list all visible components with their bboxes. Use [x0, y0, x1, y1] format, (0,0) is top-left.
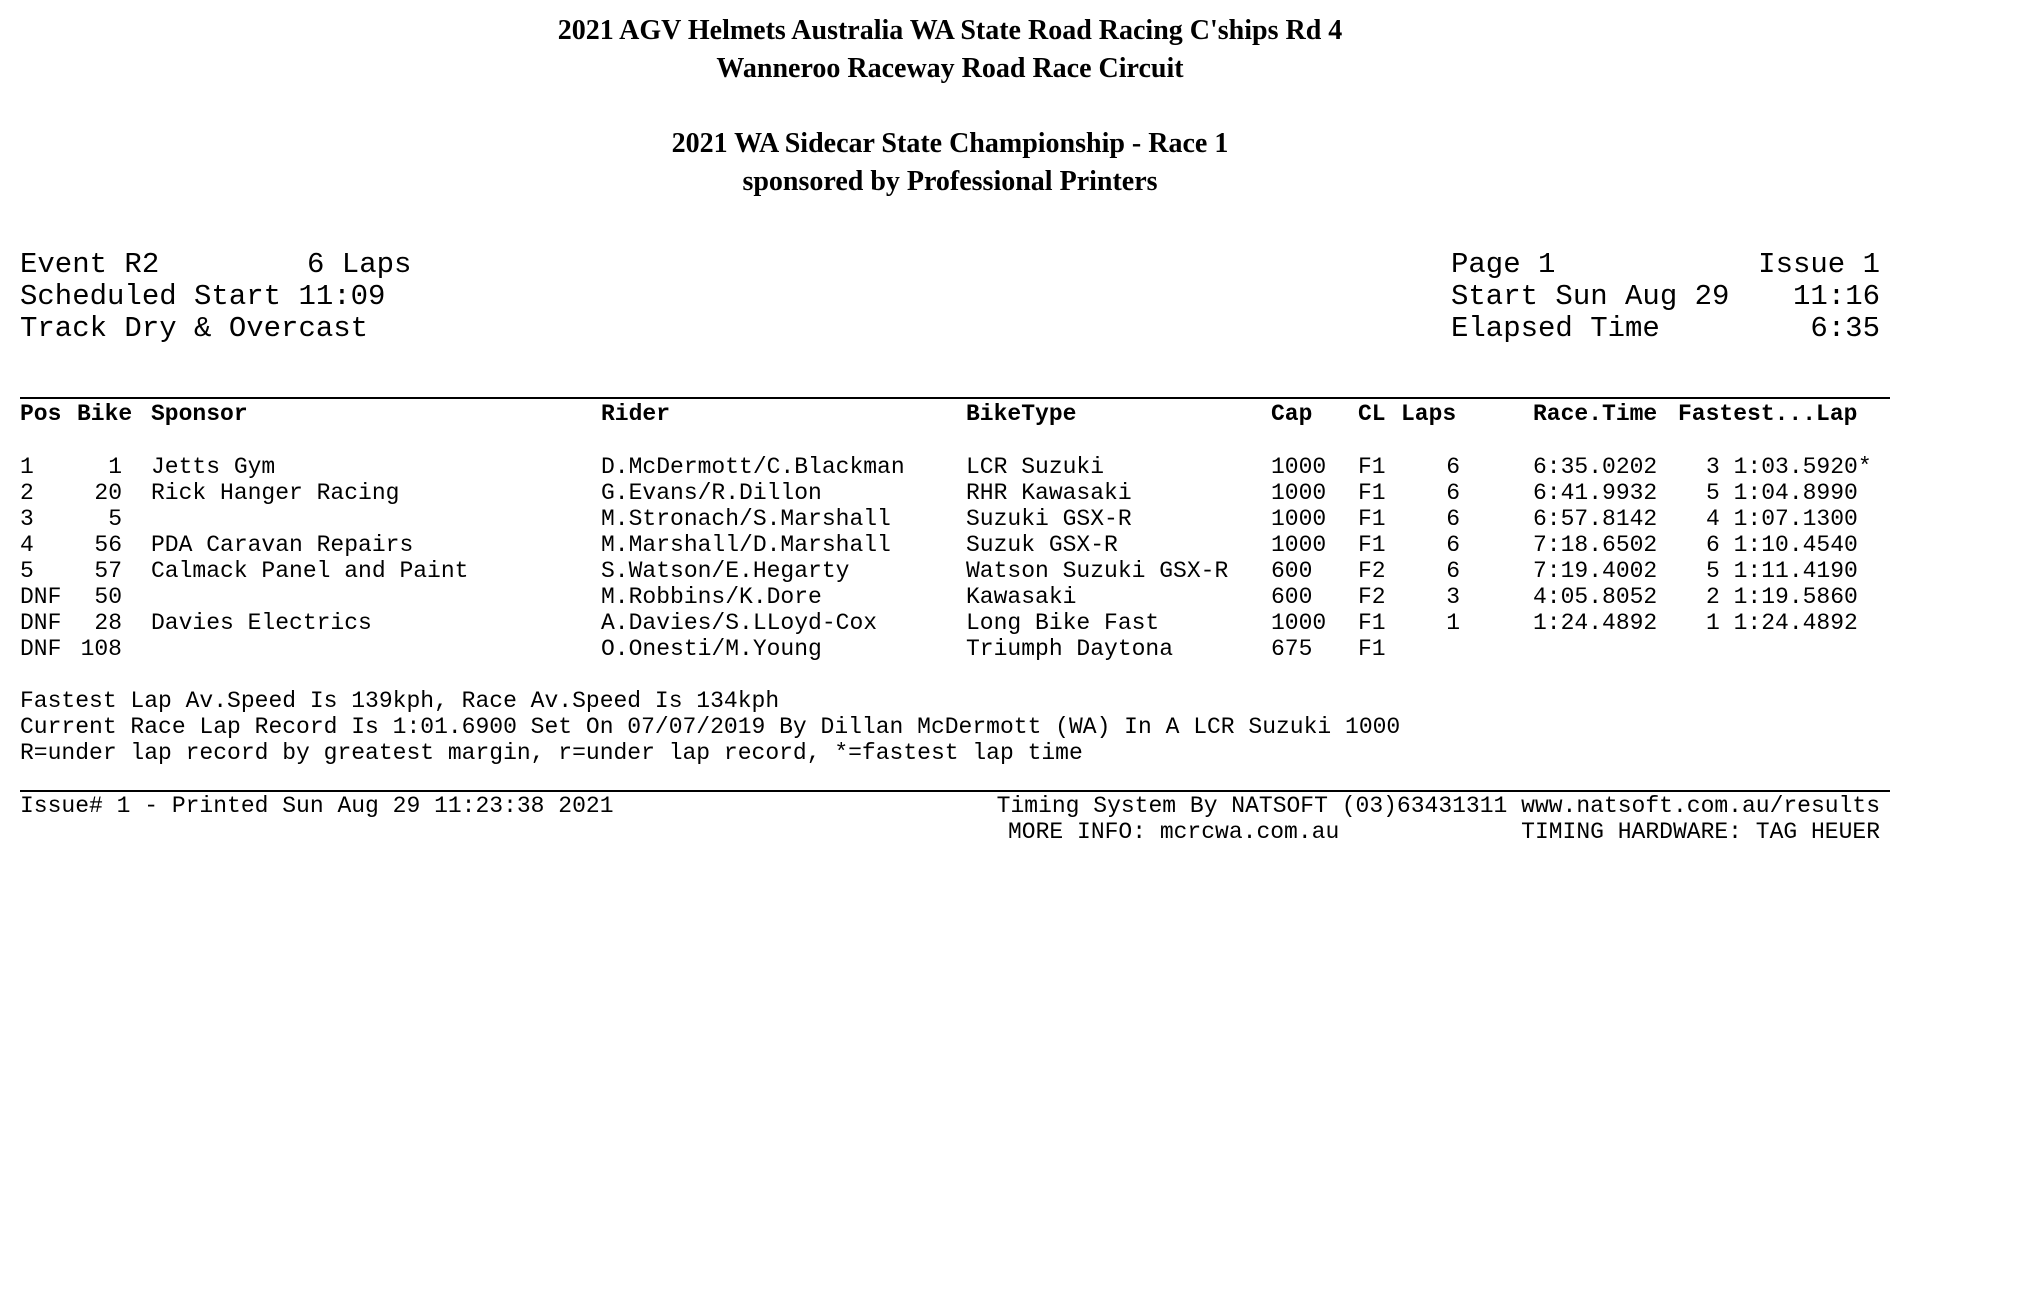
cell-sponsor: Calmack Panel and Paint	[151, 558, 469, 584]
issue-number: Issue 1	[1758, 248, 1880, 281]
cell-pos: DNF	[20, 584, 62, 610]
start-time: 11:16	[1792, 280, 1880, 313]
cell-sponsor: PDA Caravan Repairs	[151, 532, 414, 558]
cell-biketype: LCR Suzuki	[966, 454, 1105, 480]
lap-record-note: Current Race Lap Record Is 1:01.6900 Set On 07/07/2019 By Dillan McDermott (WA) In A LCR Suzuki 1000	[20, 714, 1401, 740]
timing-hardware: TIMING HARDWARE: TAG HEUER	[1521, 819, 1880, 845]
cell-fastest: 1 1:24.4892	[1706, 610, 1858, 636]
cell-cap: 1000	[1271, 610, 1327, 636]
cell-racetime: 6:41.9932	[1533, 480, 1658, 506]
cell-cap: 600	[1271, 558, 1313, 584]
title-circuit: Wanneroo Raceway Road Race Circuit	[716, 53, 1184, 84]
scheduled-start: Scheduled Start 11:09	[20, 280, 386, 313]
cell-cap: 1000	[1271, 506, 1327, 532]
title-sponsor: sponsored by Professional Printers	[742, 166, 1158, 197]
col-header-cap: Cap	[1271, 401, 1313, 427]
cell-pos: DNF	[20, 610, 62, 636]
cell-racetime: 6:57.8142	[1533, 506, 1658, 532]
cell-racetime: 7:19.4002	[1533, 558, 1658, 584]
cell-racetime: 4:05.8052	[1533, 584, 1658, 610]
cell-cap: 675	[1271, 636, 1313, 662]
title-race: 2021 WA Sidecar State Championship - Race 1	[671, 128, 1229, 159]
cell-bike: 108	[80, 636, 122, 662]
cell-cl: F1	[1358, 636, 1386, 662]
cell-biketype: Suzuk GSX-R	[966, 532, 1118, 558]
cell-rider: M.Robbins/K.Dore	[601, 584, 822, 610]
cell-pos: 4	[20, 532, 34, 558]
cell-laps: 1	[1446, 610, 1460, 636]
col-header-cl: CL	[1358, 401, 1386, 427]
cell-fastest: 5 1:04.8990	[1706, 480, 1858, 506]
cell-fastest: 6 1:10.4540	[1706, 532, 1858, 558]
cell-biketype: Watson Suzuki GSX-R	[966, 558, 1229, 584]
title-championship: 2021 AGV Helmets Australia WA State Road Racing C'ships Rd 4	[557, 15, 1343, 46]
cell-bike: 57	[94, 558, 122, 584]
cell-fastest: 3 1:03.5920*	[1706, 454, 1872, 480]
cell-rider: G.Evans/R.Dillon	[601, 480, 822, 506]
cell-racetime: 7:18.6502	[1533, 532, 1658, 558]
col-header-laps: Laps	[1401, 401, 1457, 427]
cell-pos: 1	[20, 454, 34, 480]
timing-system: Timing System By NATSOFT (03)63431311 www.natsoft.com.au/results	[996, 793, 1880, 819]
event-laps: 6 Laps	[307, 248, 412, 281]
cell-laps: 6	[1446, 558, 1460, 584]
cell-rider: O.Onesti/M.Young	[601, 636, 822, 662]
col-header-fastest: Fastest...Lap	[1678, 401, 1858, 427]
speed-note: Fastest Lap Av.Speed Is 139kph, Race Av.Speed Is 134kph	[20, 688, 780, 714]
cell-fastest: 4 1:07.1300	[1706, 506, 1858, 532]
cell-rider: M.Marshall/D.Marshall	[601, 532, 891, 558]
cell-biketype: Long Bike Fast	[966, 610, 1160, 636]
more-info: MORE INFO: mcrcwa.com.au	[1008, 819, 1340, 845]
cell-bike: 28	[94, 610, 122, 636]
cell-cl: F1	[1358, 506, 1386, 532]
cell-bike: 5	[108, 506, 122, 532]
cell-cl: F1	[1358, 454, 1386, 480]
cell-cl: F1	[1358, 532, 1386, 558]
col-header-pos: Pos	[20, 401, 62, 427]
elapsed-time: 6:35	[1810, 312, 1880, 345]
legend-note: R=under lap record by greatest margin, r=under lap record, *=fastest lap time	[20, 740, 1083, 766]
cell-sponsor: Rick Hanger Racing	[151, 480, 400, 506]
col-header-rider: Rider	[601, 401, 671, 427]
cell-pos: 3	[20, 506, 34, 532]
cell-biketype: RHR Kawasaki	[966, 480, 1132, 506]
cell-sponsor: Davies Electrics	[151, 610, 372, 636]
cell-cap: 1000	[1271, 532, 1327, 558]
cell-rider: D.McDermott/C.Blackman	[601, 454, 905, 480]
cell-biketype: Triumph Daytona	[966, 636, 1174, 662]
cell-bike: 20	[94, 480, 122, 506]
cell-cap: 600	[1271, 584, 1313, 610]
cell-racetime: 6:35.0202	[1533, 454, 1658, 480]
cell-laps: 6	[1446, 506, 1460, 532]
cell-fastest: 5 1:11.4190	[1706, 558, 1858, 584]
cell-cl: F1	[1358, 610, 1386, 636]
cell-laps: 3	[1446, 584, 1460, 610]
start-label: Start Sun Aug 29	[1451, 280, 1730, 313]
cell-pos: DNF	[20, 636, 62, 662]
elapsed-label: Elapsed Time	[1451, 312, 1660, 345]
col-header-sponsor: Sponsor	[151, 401, 248, 427]
col-header-biketype: BikeType	[966, 401, 1077, 427]
cell-biketype: Kawasaki	[966, 584, 1077, 610]
event-label: Event R2	[20, 248, 160, 281]
cell-cap: 1000	[1271, 454, 1327, 480]
footer-rule	[20, 790, 1890, 792]
cell-cap: 1000	[1271, 480, 1327, 506]
cell-rider: A.Davies/S.LLoyd-Cox	[601, 610, 878, 636]
cell-laps: 6	[1446, 480, 1460, 506]
cell-laps: 6	[1446, 532, 1460, 558]
track-conditions: Track Dry & Overcast	[20, 312, 369, 345]
cell-bike: 1	[108, 454, 122, 480]
cell-rider: M.Stronach/S.Marshall	[601, 506, 891, 532]
cell-biketype: Suzuki GSX-R	[966, 506, 1132, 532]
col-header-bike: Bike	[77, 401, 133, 427]
cell-cl: F2	[1358, 558, 1386, 584]
cell-laps: 6	[1446, 454, 1460, 480]
col-header-racetime: Race.Time	[1533, 401, 1658, 427]
header-rule	[20, 397, 1890, 399]
printed-info: Issue# 1 - Printed Sun Aug 29 11:23:38 2021	[20, 793, 614, 819]
cell-bike: 56	[94, 532, 122, 558]
cell-fastest: 2 1:19.5860	[1706, 584, 1858, 610]
cell-racetime: 1:24.4892	[1533, 610, 1658, 636]
cell-pos: 2	[20, 480, 34, 506]
cell-rider: S.Watson/E.Hegarty	[601, 558, 850, 584]
cell-cl: F2	[1358, 584, 1386, 610]
cell-bike: 50	[94, 584, 122, 610]
cell-cl: F1	[1358, 480, 1386, 506]
page-number: Page 1	[1451, 248, 1556, 281]
cell-pos: 5	[20, 558, 34, 584]
cell-sponsor: Jetts Gym	[151, 454, 276, 480]
